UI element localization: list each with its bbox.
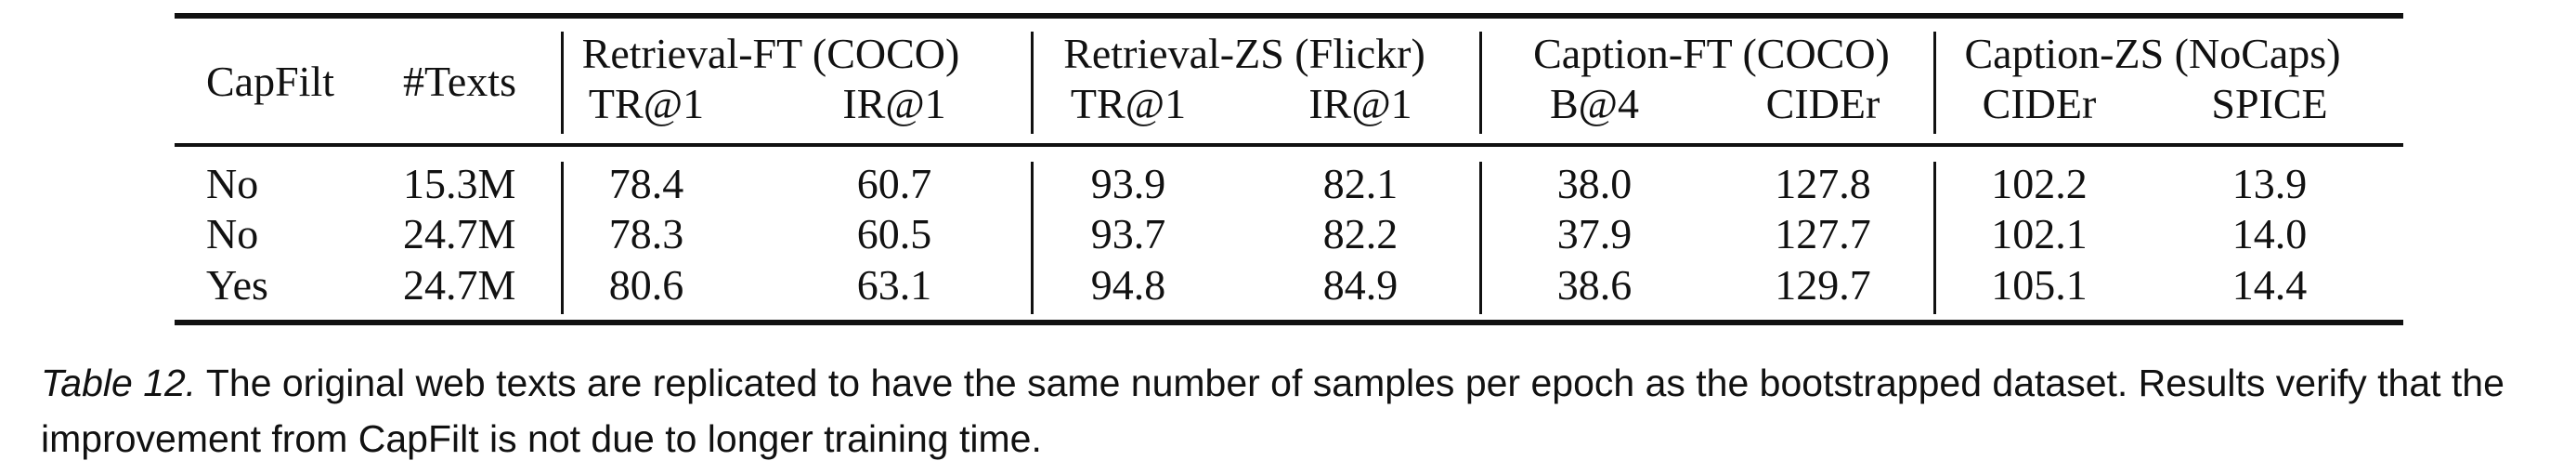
column-separator xyxy=(1479,32,1482,134)
row-value: 80.6 xyxy=(608,261,684,309)
row-value: 127.7 xyxy=(1775,210,1871,257)
row-value: 78.4 xyxy=(608,160,684,207)
row-value: 82.2 xyxy=(1322,210,1399,257)
row-value: 105.1 xyxy=(1991,261,2088,309)
column-separator xyxy=(561,32,564,134)
column-separator xyxy=(1479,162,1482,314)
row-texts: 24.7M xyxy=(403,261,516,309)
table-bottom-rule xyxy=(175,320,2403,325)
header-capfilt: CapFilt xyxy=(206,58,335,105)
column-separator xyxy=(1933,162,1936,314)
row-value: 38.6 xyxy=(1556,261,1633,309)
row-value: 93.7 xyxy=(1090,210,1166,257)
header-group: Caption-FT (COCO) xyxy=(1533,30,1890,77)
table-caption xyxy=(41,355,2548,467)
row-value: 60.5 xyxy=(856,210,932,257)
header-metric: CIDEr xyxy=(1765,80,1880,127)
table-top-rule xyxy=(175,13,2403,19)
caption-text: The original web texts are replicated to have the same number of samples per epoch as the bootstrapped dataset. Results verify that the improvement from CapFilt is not due to longer training time. xyxy=(41,362,2504,460)
header-group: Retrieval-ZS (Flickr) xyxy=(1063,30,1425,77)
header-metric: IR@1 xyxy=(1308,80,1412,127)
caption-label: Table 12. xyxy=(41,362,197,404)
row-value: 13.9 xyxy=(2231,160,2308,207)
header-group: Retrieval-FT (COCO) xyxy=(581,30,960,77)
row-value: 93.9 xyxy=(1090,160,1166,207)
header-metric: TR@1 xyxy=(588,80,705,127)
row-value: 82.1 xyxy=(1322,160,1399,207)
table-header-rule xyxy=(175,143,2403,147)
row-texts: 24.7M xyxy=(403,210,516,257)
row-value: 94.8 xyxy=(1090,261,1166,309)
column-separator xyxy=(1031,162,1034,314)
header-metric: TR@1 xyxy=(1070,80,1187,127)
row-value: 60.7 xyxy=(856,160,932,207)
row-value: 102.2 xyxy=(1991,160,2088,207)
header-metric: IR@1 xyxy=(842,80,946,127)
header-texts: #Texts xyxy=(403,58,516,105)
column-separator xyxy=(1031,32,1034,134)
row-capfilt: No xyxy=(206,210,259,257)
row-capfilt: Yes xyxy=(206,261,268,309)
row-value: 14.0 xyxy=(2231,210,2308,257)
row-value: 14.4 xyxy=(2231,261,2308,309)
row-value: 63.1 xyxy=(856,261,932,309)
row-value: 127.8 xyxy=(1775,160,1871,207)
header-group: Caption-ZS (NoCaps) xyxy=(1964,30,2341,77)
header-metric: SPICE xyxy=(2211,80,2328,127)
header-metric: B@4 xyxy=(1549,80,1640,127)
row-value: 102.1 xyxy=(1991,210,2088,257)
column-separator xyxy=(1933,32,1936,134)
row-value: 129.7 xyxy=(1775,261,1871,309)
row-value: 37.9 xyxy=(1556,210,1633,257)
row-capfilt: No xyxy=(206,160,259,207)
row-value: 78.3 xyxy=(608,210,684,257)
row-texts: 15.3M xyxy=(403,160,516,207)
row-value: 84.9 xyxy=(1322,261,1399,309)
column-separator xyxy=(561,162,564,314)
row-value: 38.0 xyxy=(1556,160,1633,207)
header-metric: CIDEr xyxy=(1982,80,2097,127)
